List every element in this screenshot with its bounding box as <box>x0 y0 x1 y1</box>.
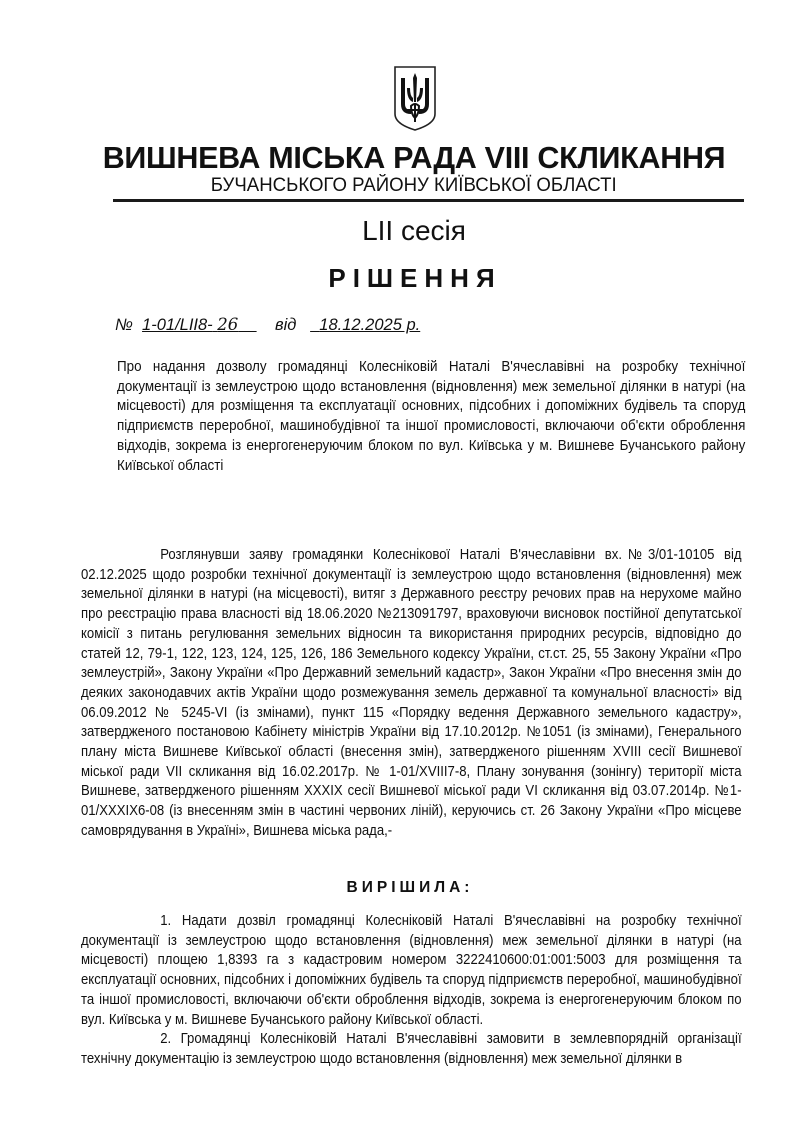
preamble-text: Розглянувши заяву громадянки Колеснікової Наталі В'ячеславівни вх.№3/01-10105 від 02.12.2025 щодо розробки технічної документації із землеустрою щодо встановлення (відновлення) меж земельної ділянки в натурі (на місцевості), витяг з Державного реєстру речових прав на нерухоме майно про реєстрацію права власності від 18.06.2020 №213091797, враховуючи висновок постійної депутатської комісії з питань регулювання земельних відносин та використання природних ресурсів, відповідно до статей 12, 79-1, 122, 123, 124, 125, 126, 186 Земельного кодексу України, ст.ст. 25, 55 Закону України «Про землеустрій», Закону України «Про Державний земельний кадастр», Закон України «Про внесення змін до деяких законодавчих актів України щодо розмежування земель державної та комунальної власності» від 06.09.2012 № 5245-VI (із змінами), пункт 115 «Порядку ведення Державного земельного кадастру», затвердженого постановою Кабінету міністрів України від 17.10.2012р. №1051 (із змінами), Генерального плану міста Вишневе Київської області (внесення змін), затвердженого рішенням XVIII сесії Вишневої міської ради VII скликання від 16.02.2017р. № 1-01/XVIII7-8, Плану зонування (зонінгу) території міста Вишневе, затвердженого рішенням XXXIX сесії Вишневої міської ради VI скликання від 03.07.2014р. №1-01/XXXIX6-08 (із внесенням змін в частині червоних ліній), керуючись ст. 26 Закону України «Про місцеве самоврядування в Україні», Вишнева міська рада,- <box>81 547 742 839</box>
decision-number-prefix: 1-01/LII8- <box>142 316 213 334</box>
decision-number-line <box>115 314 420 336</box>
session-label: LII сесія <box>362 215 466 246</box>
district-name: БУЧАНСЬКОГО РАЙОНУ КИЇВСЬКОЇ ОБЛАСТІ <box>210 175 617 196</box>
document-type-title: РІШЕННЯ <box>328 263 502 293</box>
header-divider <box>113 199 744 202</box>
decision-date <box>310 316 420 334</box>
decision-number <box>142 316 257 334</box>
resolution-item: 2. Громадянці Колесніковій Наталі В'ячеславівні замовити в землевпорядній організації технічну документацію із землеустрою щодо встановлення (відновлення) меж земельної ділянки в <box>81 1031 742 1067</box>
decision-number-handwritten: 26 <box>217 315 239 334</box>
resolution-items <box>81 912 742 1070</box>
from-label: від <box>274 316 297 334</box>
decision-subject: Про надання дозволу громадянці Колесніковій Наталі В'ячеславівні на розробку технічної документації із землеустрою щодо встановлення (відновлення) меж земельної ділянки в натурі (на місцевості) для розміщення та експлуатації основних, підсобних і допоміжних будівель та споруд підприємств переробної, машинобудівної та іншої промисловості, включаючи об'єкти оброблення відходів, зокрема із енергогенеруючим блоком по вул. Київська у м. Вишневе Бучанського району Київської області <box>117 359 746 474</box>
resolved-heading: ВИРІШИЛА: <box>346 879 474 896</box>
decision-date-value: 18.12.2025 р. <box>319 316 421 334</box>
number-sign: № <box>115 316 133 334</box>
trident-coat-of-arms-icon <box>392 64 438 132</box>
council-name: ВИШНЕВА МІСЬКА РАДА VIII СКЛИКАННЯ <box>102 141 726 175</box>
resolution-item: 1. Надати дозвіл громадянці Колесніковій Наталі В'ячеславівні на розробку технічної документації із землеустрою щодо встановлення (відновлення) меж земельної ділянки в натурі (на місцевості) площею 1,8393 га з кадастровим номером 3222410600:01:001:5003 для розміщення та експлуатації основних, підсобних і допоміжних будівель та споруд підприємств переробної, машинобудівної та іншої промисловості, включаючи об'єкти оброблення відходів, зокрема із енергогенеруючим блоком по вул. Київська у м. Вишневе Бучанського району Київської області. <box>81 913 742 1028</box>
preamble-paragraph <box>81 546 742 842</box>
